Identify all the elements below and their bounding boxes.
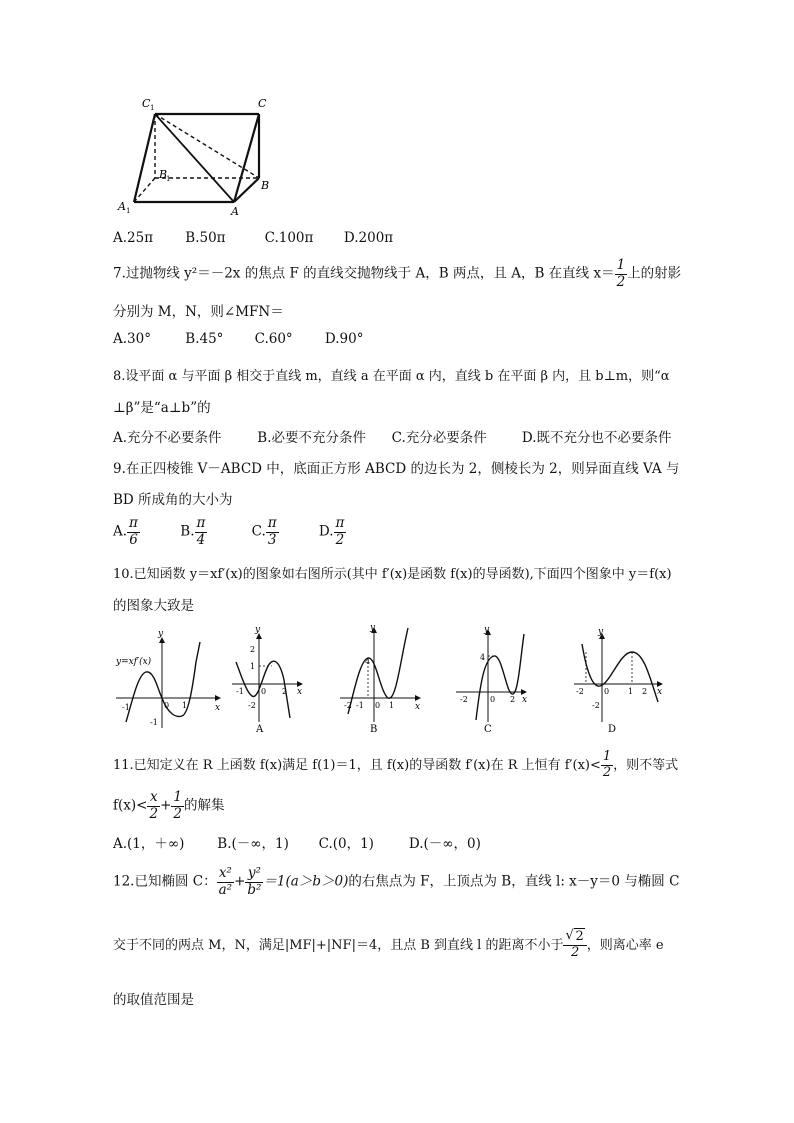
a-axis-y: y: [255, 625, 261, 635]
b-tick-1: 1: [389, 701, 395, 710]
main-tick-0: 0: [164, 701, 170, 710]
q9-option-c: [252, 516, 315, 548]
q9-option-a: [113, 516, 176, 548]
q9-option-c-frac: [266, 516, 279, 548]
q8-option-b: B.必要不充分条件: [257, 430, 367, 446]
q9-option-d-frac: [334, 516, 347, 548]
q8-line2: ⊥β”是“a⊥b”的: [113, 400, 211, 416]
q12-sqrt-frac: [563, 930, 586, 961]
q8-option-c: C.充分必要条件: [391, 430, 487, 446]
label-A1: A: [118, 200, 126, 213]
d-axis-x: x: [657, 687, 663, 697]
graph-d-label: D: [608, 724, 617, 734]
a-axis-x: x: [297, 687, 303, 697]
c-axis-x: x: [522, 695, 528, 705]
q7-text-a: 7.过抛物线 y²＝－2x 的焦点 F 的直线交抛物线于 A，B 两点，且 A，B 在直线 x＝: [113, 265, 615, 282]
graph-b: [340, 623, 420, 734]
q9-line1: 9.在正四棱锥 V－ABCD 中，底面正方形 ABCD 的边长为 2，侧棱长为 2，则异面直线 VA 与: [113, 461, 680, 477]
q9-option-d-label: D.: [318, 523, 334, 540]
q9-a-num: π: [129, 515, 138, 531]
q8-line1: 8.设平面 α 与平面 β 相交于直线 m，直线 a 在平面 α 内，直线 b 在平面 β 内，且 b⊥m，则“α: [113, 369, 670, 384]
q12-line1: [113, 866, 679, 898]
b-tick-y4: 4: [365, 657, 371, 666]
q11-frac2: [147, 790, 160, 822]
label-B1: B: [159, 168, 168, 181]
q11-frac2-num: x: [147, 790, 160, 807]
label-C1-sub: 1: [150, 104, 155, 112]
q6-option-a: A.25π: [113, 230, 154, 246]
q7-text-b: 上的射影: [627, 265, 682, 282]
q12-sqrt-val: 2: [575, 929, 584, 944]
q11-frac1-num: 1: [602, 749, 612, 764]
q11-frac3-den: 2: [173, 805, 182, 822]
q12-frac-y: [245, 866, 263, 898]
q11-plus: +: [160, 797, 172, 814]
q9-d-num: π: [335, 515, 345, 531]
c-axis-y: y: [484, 625, 490, 635]
q12-line2: [113, 930, 664, 961]
main-axis-x: x: [215, 703, 221, 713]
graph-c-label: C: [484, 724, 492, 734]
q9-option-d: [319, 516, 347, 548]
q10-graphs: [112, 622, 672, 734]
graph-a: [232, 625, 302, 734]
q12-x-num: x²: [217, 866, 234, 883]
q12-text-a: 12.已知椭圆 C：: [113, 873, 217, 890]
main-tick-y-neg1: -1: [150, 718, 158, 727]
q11-option-b: B.(－∞，1): [217, 836, 289, 852]
main-tick-neg1: -1: [122, 703, 130, 712]
q6-option-b: B.50π: [185, 230, 226, 246]
q9-option-a-frac: [127, 516, 140, 548]
q11-frac3-num: 1: [173, 789, 182, 805]
a-tick-0: 0: [261, 687, 267, 696]
a-tick-y1: 1: [250, 662, 256, 671]
graph-c: [456, 625, 527, 734]
q11-line2: [113, 790, 224, 822]
main-func-label: y=xf′(x): [116, 657, 152, 667]
b-tick-0: 0: [375, 701, 381, 710]
q6-option-c: C.100π: [264, 230, 314, 246]
q7-frac-den: 2: [616, 273, 626, 290]
q9-option-b: [180, 516, 247, 548]
q12-sqrt-num: [563, 930, 586, 946]
b-tick-neg1: -1: [356, 701, 364, 710]
q8-options: [113, 426, 672, 446]
q12-line2-b: ，则离心率 e: [586, 937, 664, 953]
q9-option-b-frac: [195, 516, 208, 548]
q9-a-den: 6: [129, 531, 138, 548]
q7-line1: [113, 258, 681, 290]
label-A: A: [231, 205, 239, 218]
c-tick-y4: 4: [480, 653, 486, 662]
d-tick-1: 1: [628, 687, 634, 696]
q12-y-den: b²: [247, 881, 262, 898]
graph-main: [115, 629, 220, 728]
d-tick-neg2: -2: [576, 687, 584, 696]
c-tick-2: 2: [510, 695, 516, 704]
q12-line2-a: 交于不同的两点 M，N，满足|MF|+|NF|＝4，且点 B 到直线 l 的距离不小于: [113, 937, 564, 953]
q11-options: [113, 832, 481, 852]
graph-d: [574, 627, 662, 734]
q8-option-d: D.既不充分也不必要条件: [521, 430, 672, 446]
a-tick-y2: 2: [250, 645, 256, 654]
q9-option-a-label: A.: [113, 523, 128, 540]
q12-frac-x: [217, 866, 234, 898]
b-axis-y: y: [370, 623, 376, 633]
q7-option-a: A.30°: [113, 331, 151, 347]
q10-line1: 10.已知函数 y＝xf′(x)的图象如右图所示(其中 f′(x)是函数 f(x)的导函数),下面四个图象中 y＝f(x): [113, 567, 672, 582]
q11-frac1-den: 2: [602, 764, 612, 780]
d-tick-y-neg2: -2: [592, 701, 600, 710]
graph-a-label: A: [256, 724, 264, 734]
q7-option-d: D.90°: [324, 331, 364, 347]
label-C: C: [258, 97, 267, 110]
q12-plus: +: [234, 873, 246, 890]
q7-option-c: C.60°: [254, 331, 293, 347]
d-tick-2: 2: [642, 687, 648, 696]
q10-line2: 的图象大致是: [113, 598, 194, 614]
main-tick-1: 1: [182, 701, 188, 710]
q7-option-b: B.45°: [185, 331, 224, 347]
q7-fraction: [615, 258, 628, 290]
q11-ineq-a: f(x)<: [113, 797, 148, 814]
c-tick-0: 0: [490, 695, 496, 704]
q11-option-a: A.(1，＋∞): [113, 836, 185, 852]
main-axis-y: y: [158, 629, 164, 639]
label-A1-sub: 1: [126, 207, 131, 215]
q11-line1: [113, 750, 678, 781]
q12-eq-rest: ＝1(a＞b＞0): [263, 873, 349, 890]
q11-text-a: 11.已知定义在 R 上函数 f(x)满足 f(1)＝1，且 f(x)的导函数 f′(x)在 R 上恒有 f′(x)<: [113, 757, 601, 773]
d-axis-y: y: [598, 627, 604, 637]
q11-frac1: [601, 750, 613, 781]
c-tick-neg2: -2: [460, 695, 468, 704]
q9-line2: BD 所成角的大小为: [113, 492, 233, 508]
a-tick-y-neg2: -2: [248, 701, 256, 710]
q11-option-d: D.(－∞，0): [408, 836, 481, 852]
d-tick-0: 0: [604, 687, 610, 696]
q12-x-den: a²: [218, 881, 233, 898]
q6-options: [113, 230, 393, 246]
a-tick-x2: 2: [282, 687, 288, 696]
prism-figure: [112, 92, 287, 222]
q8-option-a: A.充分不必要条件: [113, 430, 222, 446]
q11-text-c: 的解集: [183, 797, 225, 814]
q12-sqrt-rad: √: [565, 928, 574, 943]
q7-line2: 分别为 M，N，则∠MFN＝: [113, 304, 284, 320]
q12-sqrt-den: 2: [570, 944, 580, 960]
q11-option-c: C.(0，1): [318, 836, 374, 852]
q9-options: [113, 516, 346, 548]
q11-text-b: ，则不等式: [613, 757, 679, 773]
q9-b-num: π: [196, 515, 206, 531]
b-tick-neg2: -2: [344, 701, 352, 710]
q9-option-c-label: C.: [251, 523, 266, 540]
q11-frac2-den: 2: [149, 805, 159, 822]
q12-text-b: 的右焦点为 F，上顶点为 B，直线 l: x－y＝0 与椭圆 C: [348, 873, 680, 890]
q9-c-den: 3: [267, 531, 277, 548]
q9-option-b-label: B.: [180, 523, 195, 540]
q9-b-den: 4: [196, 531, 206, 548]
a-tick-neg1: -1: [236, 687, 244, 696]
label-C1: C: [142, 97, 151, 110]
q9-d-den: 2: [335, 531, 345, 548]
q12-line3: 的取值范围是: [113, 992, 194, 1008]
graph-b-label: B: [370, 724, 378, 734]
q6-option-d: D.200π: [343, 230, 394, 246]
b-axis-x: x: [415, 702, 421, 712]
q11-frac3: [171, 790, 184, 822]
label-B: B: [261, 179, 270, 192]
q10-graph-row: [112, 622, 672, 734]
q7-frac-num: 1: [616, 257, 626, 273]
prism-diagram: [112, 92, 287, 222]
q7-options: [113, 331, 363, 347]
q9-c-num: π: [267, 515, 277, 531]
label-B1-sub: 1: [166, 175, 171, 183]
q12-y-num: y²: [245, 866, 263, 883]
